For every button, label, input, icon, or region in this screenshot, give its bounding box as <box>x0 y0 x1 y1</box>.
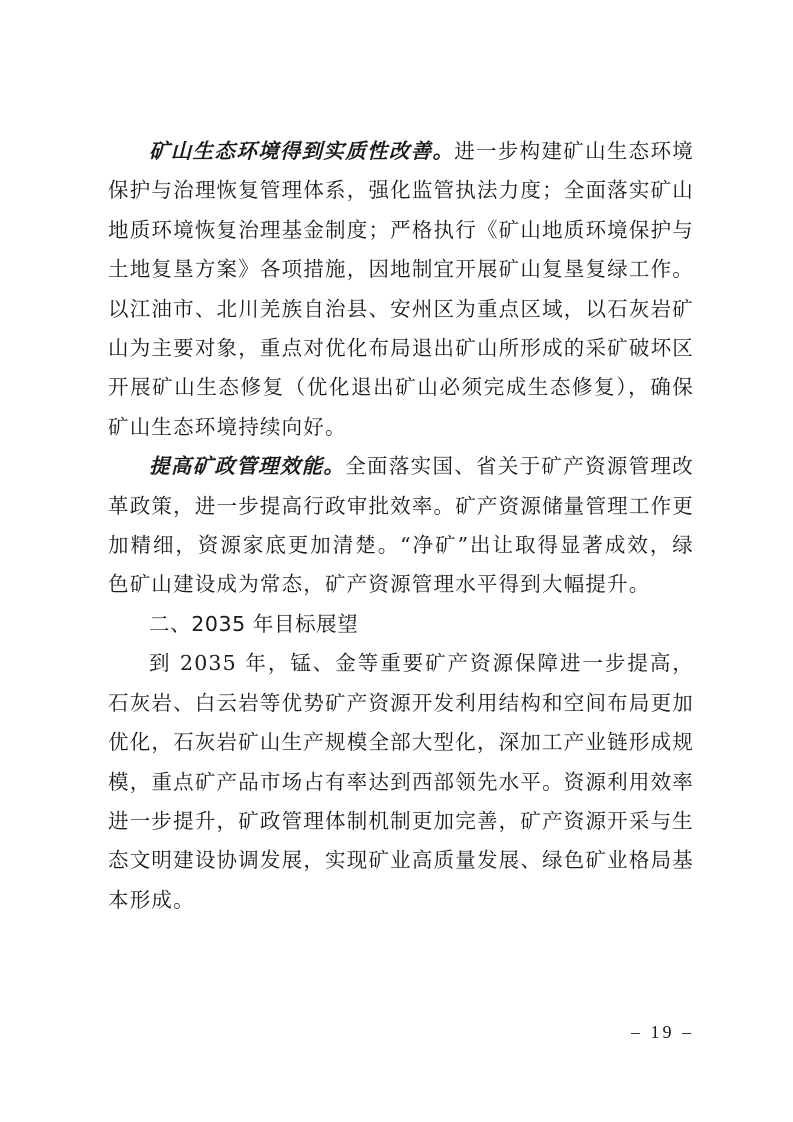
paragraph-vision-2035: 到 2035 年，锰、金等重要矿产资源保障进一步提高，石灰岩、白云岩等优势矿产资源开发利用结构和空间布局更加优化，石灰岩矿山生产规模全部大型化，深加工产业链形成规模，重点矿产品市场占有率达到西部领先水平。资源利用效率进一步提升，矿政管理体制机制更加完善，矿产资源开采与生态文明建设协调发展，实现矿业高质量发展、绿色矿业格局基本形成。 <box>108 651 694 912</box>
paragraph-body-mine-ecology: 进一步构建矿山生态环境保护与治理恢复管理体系，强化监管执法力度；全面落实矿山地质环境恢复治理基金制度；严格执行《矿山地质环境保护与土地复垦方案》各项措施，因地制宜开展矿山复垦复绿工作。以江油市、北川羌族自治县、安州区为重点区域，以石灰岩矿山为主要对象，重点对优化布局退出矿山所形成的采矿破坏区开展矿山生态修复（优化退出矿山必须完成生态修复），确保矿山生态环境持续向好。 <box>108 139 694 439</box>
paragraph-lead-mine-ecology: 矿山生态环境得到实质性改善。 <box>149 139 455 163</box>
paragraph-mine-ecology <box>108 132 694 447</box>
page-number: – 19 – <box>631 1022 694 1042</box>
document-body <box>108 132 694 920</box>
section-heading: 二、2035 年目标展望 <box>149 611 359 636</box>
paragraph-body-mining-admin: 全面落实国、省关于矿产资源管理改革政策，进一步提高行政审批效率。矿产资源储量管理工作更加精细，资源家底更加清楚。“净矿”出让取得显著成效，绿色矿山建设成为常态，矿产资源管理水平得到大幅提升。 <box>108 454 694 597</box>
paragraph-mining-admin <box>108 447 694 605</box>
paragraph-lead-mining-admin: 提高矿政管理效能。 <box>149 454 346 479</box>
